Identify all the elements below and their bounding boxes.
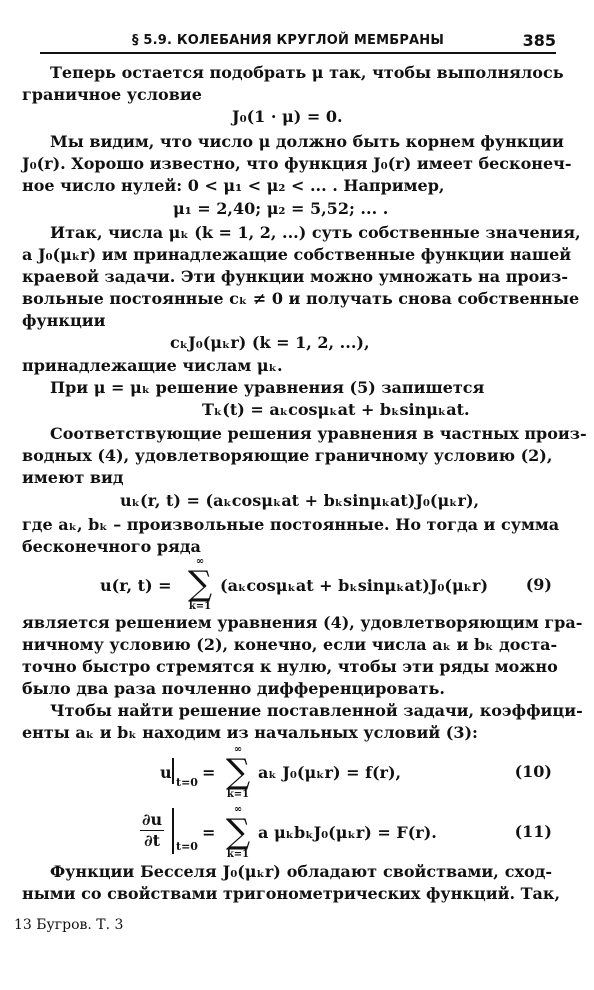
- text-line: точно быстро стремятся к нулю, чтобы эти ряды можно: [22, 657, 558, 676]
- equation-T: Tₖ(t) = aₖcosμₖat + bₖsinμₖat.: [202, 400, 470, 419]
- equation-11-subscript: t=0: [176, 840, 198, 853]
- evaluation-bar: [172, 758, 174, 784]
- text-line: принадлежащие числам μₖ.: [22, 356, 283, 375]
- equation-10-lhs: u: [160, 763, 172, 782]
- equals-sign: =: [202, 823, 216, 842]
- text-line: граничное условие: [22, 85, 202, 104]
- text-line: Итак, числа μₖ (k = 1, 2, ...) суть собственные значения,: [50, 223, 581, 242]
- equation-9-lhs: u(r, t) =: [100, 576, 172, 595]
- text-line: имеют вид: [22, 468, 124, 487]
- text-line: является решением уравнения (4), удовлетворяющим гра-: [22, 613, 583, 632]
- text-line: При μ = μₖ решение уравнения (5) запишется: [50, 378, 485, 397]
- text-line: водных (4), удовлетворяющие граничному условию (2),: [22, 446, 553, 465]
- text-line: Мы видим, что число μ должно быть корнем функции: [50, 132, 564, 151]
- equation-9-rhs: (aₖcosμₖat + bₖsinμₖat)J₀(μₖr): [220, 576, 489, 595]
- text-line: а J₀(μₖr) им принадлежащие собственные функции нашей: [22, 245, 572, 264]
- text-line: было два раза почленно дифференцировать.: [22, 679, 445, 698]
- equation-roots: μ₁ = 2,40; μ₂ = 5,52; ... .: [173, 199, 389, 218]
- partial-derivative-fraction: $\frac{\partial u}{\partial t}$: [142, 810, 163, 850]
- text-line: Теперь остается подобрать μ так, чтобы выполнялось: [50, 63, 564, 82]
- section-title: § 5.9. КОЛЕБАНИЯ КРУГЛОЙ МЕМБРАНЫ: [132, 33, 445, 48]
- text-line: ными со свойствами тригонометрических функций. Так,: [22, 884, 561, 903]
- text-line: J₀(r). Хорошо известно, что функция J₀(r) имеет бесконеч-: [22, 154, 572, 173]
- running-header: [40, 29, 556, 54]
- equals-sign: =: [202, 763, 216, 782]
- equation-number: (11): [514, 822, 552, 841]
- signature-mark: 13 Бугров. Т. 3: [14, 917, 124, 933]
- evaluation-bar: [172, 808, 174, 854]
- sum-symbol: ∞ ∑ k=1: [187, 556, 213, 612]
- text-line: краевой задачи. Эти функции можно умножать на произ-: [22, 267, 568, 286]
- text-line: бесконечного ряда: [22, 537, 201, 556]
- equation-boundary: J₀(1 · μ) = 0.: [232, 107, 343, 126]
- text-line: ничному условию (2), конечно, если числа aₖ и bₖ доста-: [22, 635, 558, 654]
- equation-eigenfunctions: cₖJ₀(μₖr) (k = 1, 2, ...),: [170, 333, 370, 352]
- sum-symbol: ∞ ∑ k=1: [225, 804, 251, 860]
- text-line: енты aₖ и bₖ находим из начальных условий (3):: [22, 723, 478, 742]
- text-line: ное число нулей: 0 < μ₁ < μ₂ < ... . Например,: [22, 176, 445, 195]
- page-number: 385: [522, 31, 556, 50]
- sum-symbol: ∞ ∑ k=1: [225, 744, 251, 800]
- text-line: Чтобы найти решение поставленной задачи, коэффици-: [50, 701, 583, 720]
- equation-u-k: uₖ(r, t) = (aₖcosμₖat + bₖsinμₖat)J₀(μₖr),: [120, 491, 480, 510]
- text-line: Функции Бесселя J₀(μₖr) обладают свойствами, сход-: [50, 862, 552, 881]
- equation-10-rhs: aₖ J₀(μₖr) = f(r),: [258, 763, 402, 782]
- text-line: вольные постоянные cₖ ≠ 0 и получать снова собственные: [22, 289, 580, 308]
- equation-number: (10): [514, 762, 552, 781]
- text-line: функции: [22, 311, 106, 330]
- text-line: где aₖ, bₖ – произвольные постоянные. Но тогда и сумма: [22, 515, 560, 534]
- equation-10-subscript: t=0: [176, 776, 198, 789]
- equation-11-rhs: a μₖbₖJ₀(μₖr) = F(r).: [258, 823, 437, 842]
- text-line: Соответствующие решения уравнения в частных произ-: [50, 424, 587, 443]
- equation-number: (9): [525, 575, 552, 594]
